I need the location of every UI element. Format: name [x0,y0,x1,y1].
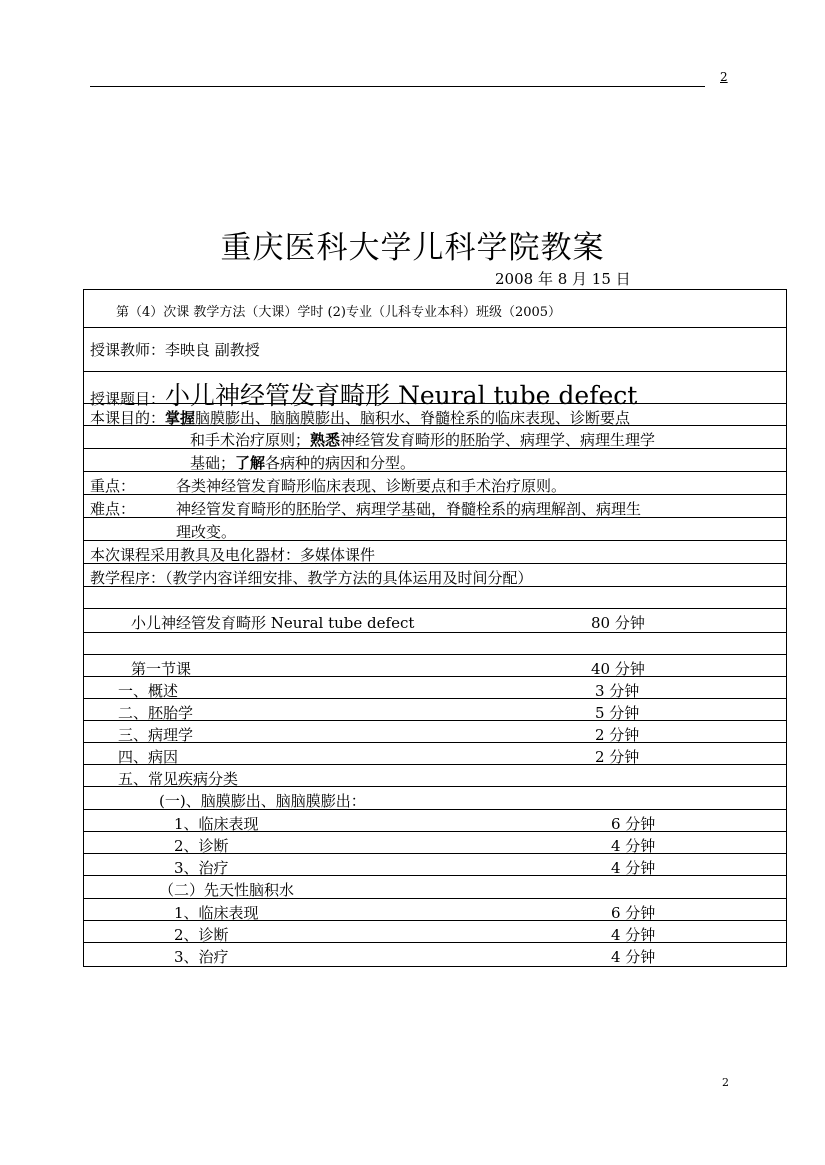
difficulties-line-1: 神经管发育畸形的胚胎学、病理学基础，脊髓栓系的病理解剖、病理生 [176,500,642,518]
schedule-item-name: 2、诊断 [174,837,229,855]
schedule-item-time: 4 分钟 [611,926,656,944]
procedure-row [84,564,786,587]
schedule-item-name: 1、临床表现 [174,904,259,922]
schedule-row [84,810,786,832]
schedule-item-time: 4 分钟 [611,948,656,966]
schedule-row [84,943,786,965]
objective-line-3 [190,452,415,473]
lesson-plan-table [83,289,787,967]
objective-line-1 [90,407,630,428]
schedule-item-time: 2 分钟 [595,748,640,766]
schedule-item-name: 3、治疗 [174,859,229,877]
schedule-item-name: 2、诊断 [174,926,229,944]
main-topic-time: 80 分钟 [591,614,645,632]
schedule-row [84,699,786,721]
objective-text-2: 和手术治疗原则； [190,431,311,449]
key-points-row [84,472,786,495]
schedule-item-name: 四、病因 [118,748,179,766]
objective-text-3: 神经管发育畸形的胚胎学、病理学、病理生理学 [340,431,656,449]
teacher-text: 授课教师：李映良 副教授 [90,341,260,359]
schedule-item-name: 1、临床表现 [174,815,259,833]
topic-label: 授课题目： [90,390,166,408]
schedule-row [84,899,786,921]
teacher-row [84,328,786,372]
schedule-row [84,787,786,810]
schedule-item-name: 三、病理学 [118,726,194,744]
difficulties-line-2: 理改变。 [176,523,237,541]
main-topic-row [84,609,786,633]
schedule-item-time: 3 分钟 [595,682,640,700]
schedule-item-time: 5 分钟 [595,704,640,722]
schedule-item-name: （二）先天性脑积水 [159,881,295,899]
objective-line-2 [190,429,655,450]
key-points-text: 各类神经管发育畸形临床表现、诊断要点和手术治疗原则。 [176,477,567,495]
session-title: 第一节课 [131,660,192,678]
schedule-item-name: 3、治疗 [174,948,229,966]
header-rule [90,86,705,87]
document-title: 重庆医科大学儿科学院教案 [220,230,605,266]
session-row [84,655,786,677]
difficulties-row-2 [84,518,786,541]
key-points-label: 重点： [90,477,136,495]
blank-row-2 [84,633,786,655]
objective-keyword-master: 掌握 [165,409,196,427]
topic-row [84,372,786,410]
footer-page-number: 2 [722,1076,729,1089]
schedule-row [84,854,786,876]
objective-text-1: 脑膜膨出、脑脑膜膨出、脑积水、脊髓栓系的临床表现、诊断要点 [195,409,631,427]
equipment-row [84,541,786,564]
schedule-row [84,832,786,854]
schedule-item-time: 2 分钟 [595,726,640,744]
topic-text: 小儿神经管发育畸形 Neural tube defect [165,381,638,410]
procedure-text: 教学程序：（教学内容详细安排、教学方法的具体运用及时间分配） [90,569,533,587]
objective-row-1 [84,404,786,426]
blank-row-1 [84,587,786,609]
schedule-item-name: 五、常见疾病分类 [118,770,239,788]
difficulties-row-1 [84,495,786,518]
schedule-row [84,721,786,743]
equipment-text: 本次课程采用教具及电化器材：多媒体课件 [90,546,376,564]
schedule-item-time: 4 分钟 [611,859,656,877]
schedule-row [84,765,786,787]
schedule-item-name: 二、胚胎学 [118,704,194,722]
course-info-text: 第（4）次课 教学方法（大课）学时 (2)专业（儿科专业本科）班级（2005） [116,305,562,320]
document-date: 2008 年 8 月 15 日 [495,270,631,288]
objective-row-3 [84,449,786,472]
difficulties-label: 难点： [90,500,136,518]
objective-keyword-understand: 了解 [235,454,266,472]
schedule-row [84,743,786,765]
objective-text-4: 基础； [190,454,236,472]
objective-row-2 [84,426,786,449]
objective-label: 本课目的： [90,409,166,427]
header-page-number: 2 [720,70,728,84]
schedule-item-time: 6 分钟 [611,904,656,922]
schedule-item-time: 4 分钟 [611,837,656,855]
schedule-row [84,876,786,899]
schedule-item-name: 一、概述 [118,682,179,700]
schedule-row [84,921,786,943]
schedule-item-name: (一)、脑膜膨出、脑脑膜膨出： [159,792,366,810]
schedule-row [84,677,786,699]
objective-text-5: 各病种的病因和分型。 [265,454,416,472]
course-info-row [84,290,786,328]
main-topic-title: 小儿神经管发育畸形 Neural tube defect [131,614,415,632]
objective-keyword-familiar: 熟悉 [310,431,341,449]
session-time: 40 分钟 [591,660,645,678]
schedule-item-time: 6 分钟 [611,815,656,833]
